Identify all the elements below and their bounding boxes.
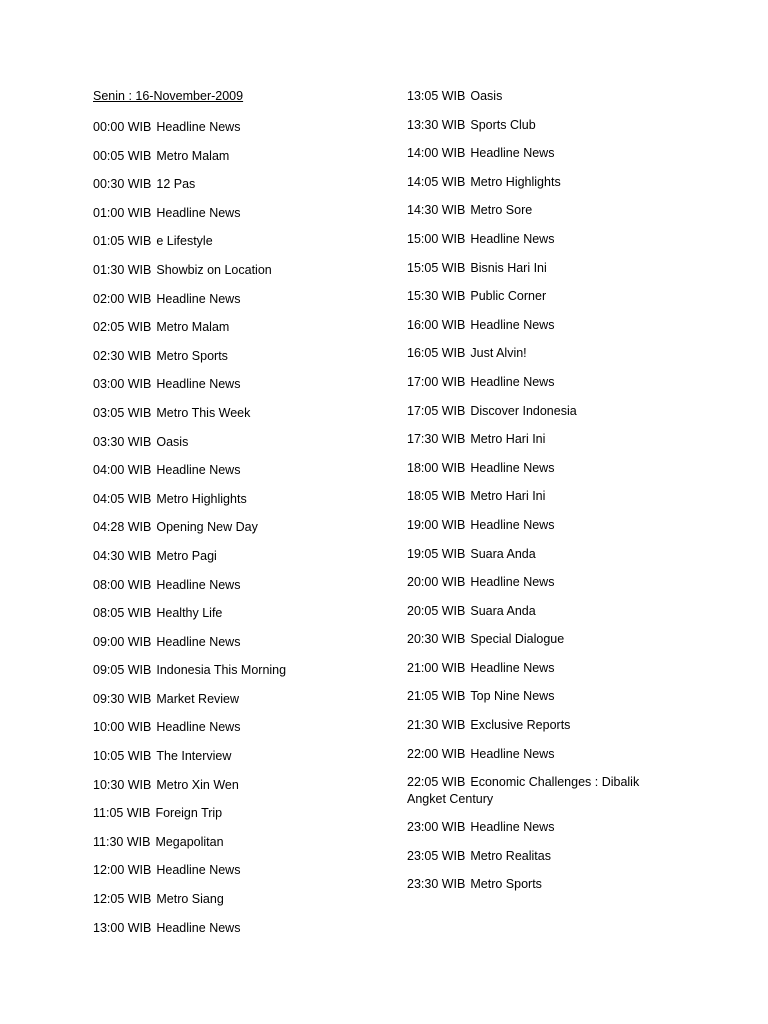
schedule-time: 08:05 WIB [93,606,152,621]
schedule-program: Metro This Week [156,405,251,420]
schedule-program: Oasis [470,89,503,103]
schedule-entry [407,546,707,562]
schedule-time: 02:30 WIB [93,348,152,363]
schedule-program: Headline News [156,920,241,935]
schedule-entry [93,891,393,907]
schedule-entry [407,746,707,762]
schedule-program: Headline News [156,120,241,134]
schedule-program: 12 Pas [156,177,196,192]
schedule-program: Opening New Day [156,520,258,535]
schedule-program: Headline News [470,517,555,532]
schedule-entry [93,920,393,936]
schedule-entry [93,748,393,764]
schedule-program: Suara Anda [470,546,536,561]
schedule-time: 10:30 WIB [93,777,152,792]
schedule-time: 12:00 WIB [93,863,152,878]
schedule-time: 18:00 WIB [407,460,466,475]
schedule-program: Oasis [156,434,189,449]
schedule-time: 08:00 WIB [93,577,152,592]
schedule-program: Headline News [156,463,241,478]
schedule-program: Metro Siang [156,892,224,907]
schedule-entry [407,717,707,733]
schedule-program: Headline News [470,146,555,161]
schedule-time: 15:05 WIB [407,260,466,275]
schedule-time: 04:30 WIB [93,548,152,563]
schedule-time: 03:30 WIB [93,434,152,449]
schedule-time: 17:05 WIB [407,403,466,418]
schedule-time: 01:05 WIB [93,234,152,249]
schedule-program: Discover Indonesia [470,403,577,418]
schedule-program: Metro Hari Ini [470,489,546,504]
schedule-time: 09:05 WIB [93,663,152,678]
schedule-time: 17:30 WIB [407,432,466,447]
schedule-entry [407,260,707,276]
schedule-entry [407,202,707,218]
schedule-time: 18:05 WIB [407,489,466,504]
schedule-time: 21:30 WIB [407,718,466,733]
schedule-program: Headline News [156,863,241,878]
schedule-program: Metro Xin Wen [156,777,239,792]
schedule-entry [407,660,707,676]
schedule-time: 12:05 WIB [93,892,152,907]
schedule-entry [407,819,707,835]
schedule-entry [407,145,707,161]
schedule-heading: Senin : 16-November-2009 [93,89,244,103]
schedule-program: Megapolitan [155,834,224,849]
schedule-time: 22:00 WIB [407,746,466,761]
schedule-entry [93,548,393,564]
schedule-program: Metro Sports [156,348,228,363]
schedule-program: Headline News [156,205,241,220]
schedule-program: Metro Sports [470,877,542,892]
schedule-entry [407,517,707,533]
schedule-time: 03:05 WIB [93,405,152,420]
schedule-time: 04:05 WIB [93,491,152,506]
schedule-program: Metro Sore [470,203,533,218]
schedule-program: Headline News [470,660,555,675]
schedule-time: 11:30 WIB [93,834,151,849]
schedule-time: 16:05 WIB [407,346,466,361]
schedule-time: 14:30 WIB [407,203,466,218]
schedule-entry [93,805,393,821]
schedule-entry [93,405,393,421]
schedule-time: 20:30 WIB [407,632,466,647]
schedule-program: Headline News [470,460,555,475]
schedule-time: 01:00 WIB [93,205,152,220]
schedule-entry [407,774,657,808]
schedule-program: Headline News [156,634,241,649]
schedule-entry [407,345,707,361]
schedule-time: 00:05 WIB [93,148,152,163]
schedule-entry [93,148,393,164]
schedule-program: Special Dialogue [470,632,565,647]
schedule-entry [93,519,393,535]
schedule-entry [93,262,393,278]
schedule-program: Headline News [470,575,555,590]
schedule-time: 04:28 WIB [93,520,152,535]
schedule-time: 14:00 WIB [407,146,466,161]
schedule-time: 01:30 WIB [93,262,152,277]
schedule-program: Headline News [470,746,555,761]
schedule-entry [407,374,707,390]
schedule-program: Exclusive Reports [470,718,571,733]
schedule-entry [407,688,707,704]
schedule-time: 23:00 WIB [407,820,466,835]
schedule-program: The Interview [156,749,232,764]
schedule-time: 20:00 WIB [407,575,466,590]
schedule-program: Metro Pagi [156,548,217,563]
schedule-entry [93,205,393,221]
schedule-program: Top Nine News [470,689,555,704]
schedule-entry [407,574,707,590]
schedule-time: 13:30 WIB [407,117,466,132]
schedule-time: 10:00 WIB [93,720,152,735]
schedule-program: Metro Hari Ini [470,432,546,447]
schedule-entry [407,848,707,864]
schedule-program: Headline News [470,317,555,332]
schedule-program: Foreign Trip [155,806,223,821]
schedule-entry [93,662,393,678]
schedule-time: 03:00 WIB [93,377,152,392]
schedule-entry [407,431,707,447]
schedule-program: Bisnis Hari Ini [470,260,547,275]
schedule-time: 00:30 WIB [93,177,152,192]
schedule-entry [407,631,707,647]
schedule-program: Economic Challenges : Dibalik Angket Century [407,775,640,807]
schedule-entry [93,491,393,507]
schedule-time: 02:05 WIB [93,320,152,335]
schedule-list-left [93,119,393,936]
schedule-time: 13:05 WIB [407,89,466,103]
schedule-time: 15:00 WIB [407,231,466,246]
schedule-entry [93,119,393,135]
schedule-program: Market Review [156,691,240,706]
schedule-entry [93,605,393,621]
schedule-entry [407,460,707,476]
schedule-time: 02:00 WIB [93,291,152,306]
schedule-entry [407,488,707,504]
schedule-entry [93,176,393,192]
schedule-program: Metro Highlights [470,174,561,189]
schedule-entry [407,117,707,133]
schedule-program: Headline News [156,377,241,392]
schedule-entry [407,288,707,304]
schedule-list-right [407,88,707,892]
schedule-entry [407,603,707,619]
schedule-entry [93,719,393,735]
schedule-program: Headline News [156,720,241,735]
schedule-time: 13:00 WIB [93,920,152,935]
schedule-entry [407,88,707,104]
schedule-program: Headline News [470,820,555,835]
schedule-time: 22:05 WIB [407,775,466,790]
schedule-entry [407,174,707,190]
schedule-entry [93,348,393,364]
schedule-time: 10:05 WIB [93,749,152,764]
schedule-time: 15:30 WIB [407,289,466,304]
schedule-program: Public Corner [470,289,547,304]
schedule-program: Metro Realitas [470,848,551,863]
schedule-entry [407,876,707,892]
schedule-time: 20:05 WIB [407,603,466,618]
schedule-time: 19:05 WIB [407,546,466,561]
schedule-time: 09:00 WIB [93,634,152,649]
schedule-entry [93,834,393,850]
schedule-time: 23:05 WIB [407,848,466,863]
schedule-column-right [407,88,707,905]
schedule-time: 19:00 WIB [407,517,466,532]
schedule-program: e Lifestyle [156,234,213,249]
schedule-entry [93,462,393,478]
schedule-program: Metro Highlights [156,491,247,506]
schedule-entry [93,319,393,335]
schedule-program: Headline News [470,231,555,246]
schedule-time: 00:00 WIB [93,120,152,134]
schedule-program: Just Alvin! [470,346,527,361]
schedule-entry [93,233,393,249]
schedule-entry [93,434,393,450]
schedule-column-left [93,88,393,948]
schedule-time: 14:05 WIB [407,174,466,189]
schedule-time: 11:05 WIB [93,806,151,821]
schedule-entry [93,777,393,793]
schedule-program: Metro Malam [156,320,230,335]
schedule-entry [93,691,393,707]
schedule-entry [93,376,393,392]
schedule-program: Suara Anda [470,603,536,618]
schedule-program: Headline News [156,577,241,592]
schedule-program: Headline News [156,291,241,306]
schedule-time: 04:00 WIB [93,463,152,478]
schedule-program: Indonesia This Morning [156,663,287,678]
schedule-time: 09:30 WIB [93,691,152,706]
schedule-program: Healthy Life [156,606,223,621]
schedule-entry [93,291,393,307]
schedule-entry [93,862,393,878]
schedule-entry [407,317,707,333]
schedule-time: 16:00 WIB [407,317,466,332]
schedule-program: Metro Malam [156,148,230,163]
schedule-program: Showbiz on Location [156,262,272,277]
schedule-program: Headline News [470,374,555,389]
schedule-entry [93,577,393,593]
schedule-entry [93,634,393,650]
schedule-time: 17:00 WIB [407,374,466,389]
schedule-program: Sports Club [470,117,536,132]
schedule-entry [407,231,707,247]
schedule-time: 23:30 WIB [407,877,466,892]
schedule-entry [407,403,707,419]
schedule-time: 21:05 WIB [407,689,466,704]
schedule-time: 21:00 WIB [407,660,466,675]
